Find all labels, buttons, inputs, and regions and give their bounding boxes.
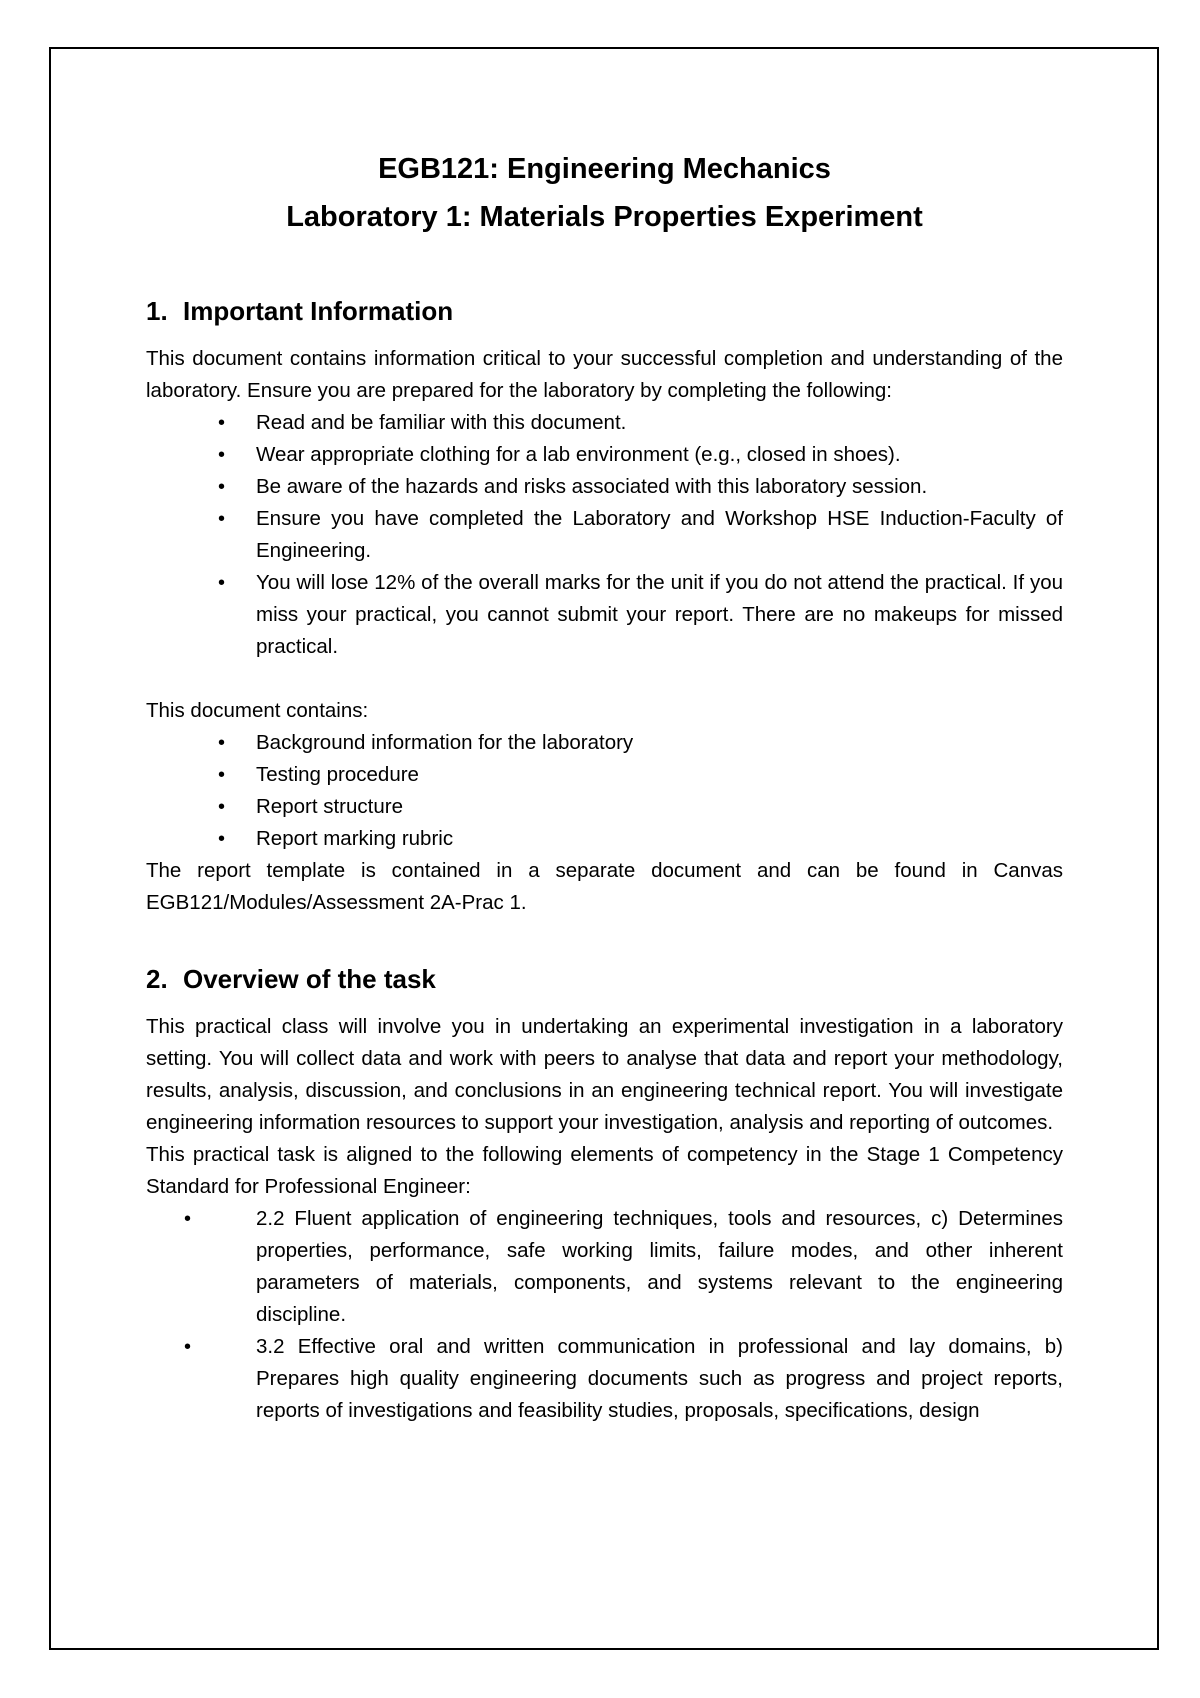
bullet-icon: • <box>184 1336 192 1358</box>
spacer <box>146 663 1063 695</box>
list-item: • 3.2 Effective oral and written communication in professional and lay domains, b) Prepares high quality engineering documents such as progress and project reports, reports of investigations and feasibility studies, proposals, specifications, design <box>146 1331 1063 1427</box>
contents-list <box>146 727 1063 855</box>
bullet-icon: • <box>218 796 226 818</box>
list-item: • Ensure you have completed the Laboratory and Workshop HSE Induction-Faculty of Engineering. <box>146 503 1063 567</box>
section-heading-important-information <box>146 293 1063 329</box>
list-item: • Testing procedure <box>146 759 1063 791</box>
bullet-icon: • <box>218 572 226 594</box>
bullet-icon: • <box>218 732 226 754</box>
section1-intro: This document contains information critical to your successful completion and understanding of the laboratory. Ensure you are prepared for the laboratory by completing the following: <box>146 347 1063 402</box>
section-heading-overview <box>146 961 1063 997</box>
section-title: Overview of the task <box>183 964 436 994</box>
spacer <box>146 919 1063 961</box>
document-title: EGB121: Engineering Mechanics <box>378 153 831 185</box>
bullet-icon: • <box>184 1208 192 1230</box>
competency-list <box>146 1203 1063 1427</box>
template-note: The report template is contained in a separate document and can be found in Canvas EGB121/Modules/Assessment 2A-Prac 1. <box>146 859 1063 914</box>
list-item: • Wear appropriate clothing for a lab environment (e.g., closed in shoes). <box>146 439 1063 471</box>
overview-paragraph: This practical class will involve you in undertaking an experimental investigation in a laboratory setting. You will collect data and work with peers to analyse that data and report your methodology, results, analysis, discussion, and conclusions in an engineering technical report. You will investigate engineering information resources to support your investigation, analysis and reporting of outcomes. <box>146 1015 1063 1134</box>
list-item: • Be aware of the hazards and risks associated with this laboratory session. <box>146 471 1063 503</box>
list-item: • Background information for the laboratory <box>146 727 1063 759</box>
bullet-icon: • <box>218 476 226 498</box>
bullet-icon: • <box>218 828 226 850</box>
bullet-icon: • <box>218 764 226 786</box>
title-block <box>146 145 1063 241</box>
section-number: 2. <box>146 964 168 994</box>
bullet-icon: • <box>218 508 226 530</box>
contains-intro: This document contains: <box>146 699 369 722</box>
section-title: Important Information <box>183 296 454 326</box>
list-item: • You will lose 12% of the overall marks for the unit if you do not attend the practical. If you miss your practical, you cannot submit your report. There are no makeups for missed practical. <box>146 567 1063 663</box>
list-item: • 2.2 Fluent application of engineering techniques, tools and resources, c) Determines properties, performance, safe working limits, failure modes, and other inherent parameters of materials, components, and systems relevant to the engineering discipline. <box>146 1203 1063 1331</box>
list-item: • Report structure <box>146 791 1063 823</box>
bullet-icon: • <box>218 412 226 434</box>
list-item: • Read and be familiar with this document. <box>146 407 1063 439</box>
document-body <box>146 145 1063 1427</box>
document-subtitle: Laboratory 1: Materials Properties Experiment <box>286 201 923 233</box>
bullet-icon: • <box>218 444 226 466</box>
section-number: 1. <box>146 296 168 326</box>
competency-intro: This practical task is aligned to the following elements of competency in the Stage 1 Competency Standard for Professional Engineer: <box>146 1143 1063 1198</box>
list-item: • Report marking rubric <box>146 823 1063 855</box>
preparation-list <box>146 407 1063 663</box>
